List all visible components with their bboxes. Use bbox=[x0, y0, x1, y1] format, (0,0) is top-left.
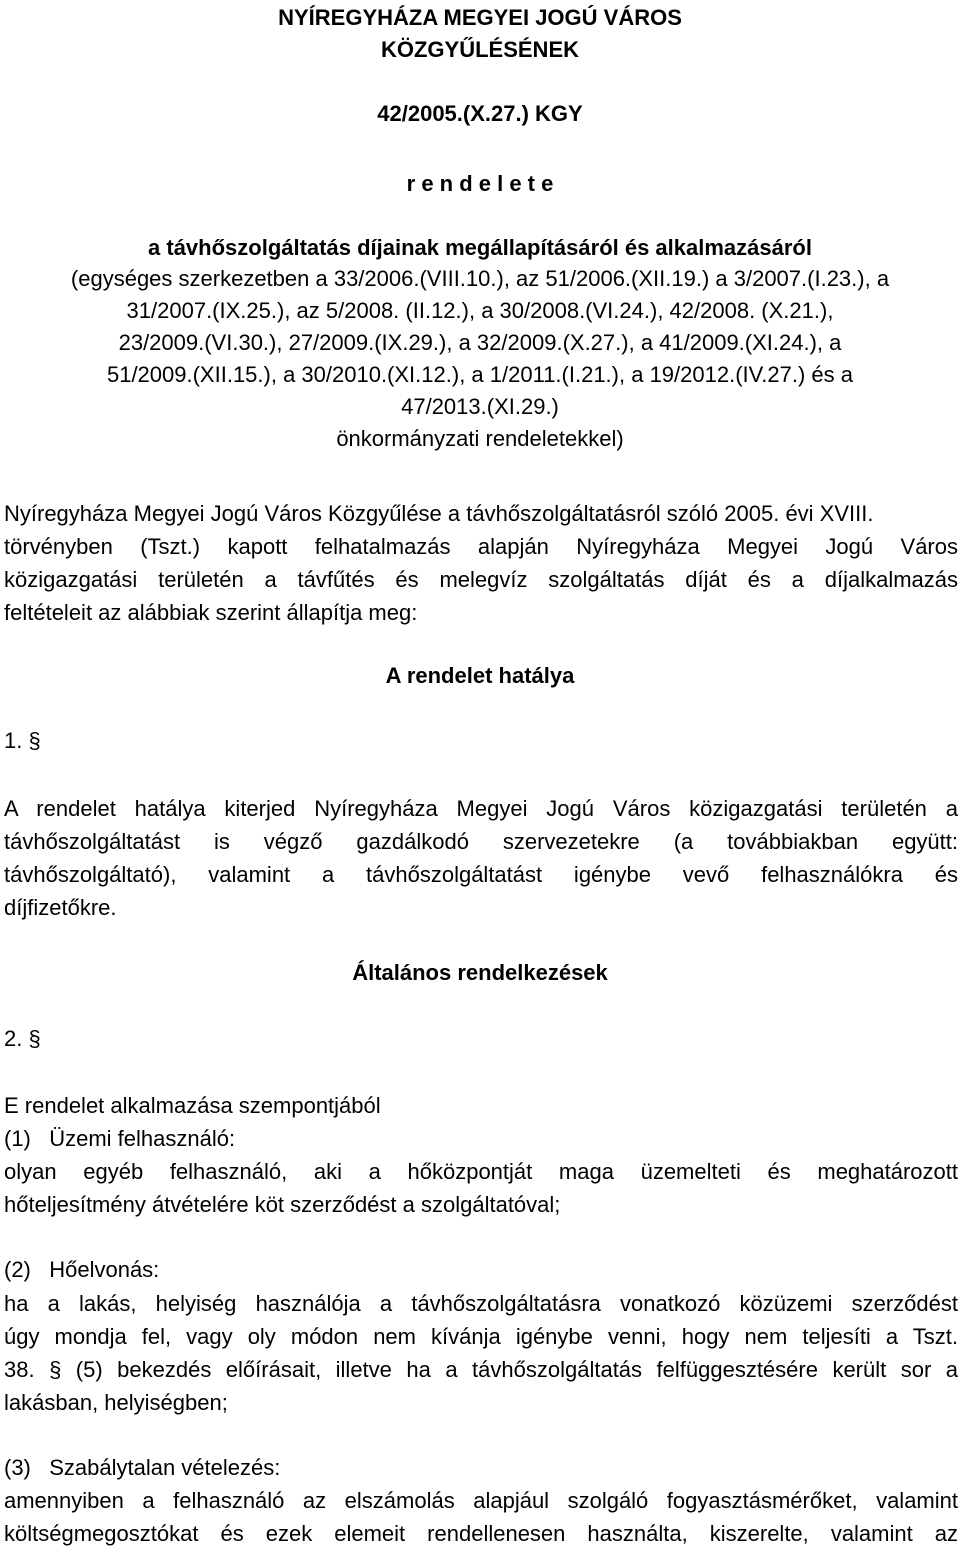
preamble-line: közigazgatási területén a távfűtés és melegvíz szolgáltatás díját és a díjalkalmazás bbox=[4, 567, 958, 592]
item-1-line: hőteljesítmény átvételére köt szerződést a szolgáltatóval; bbox=[4, 1192, 561, 1217]
item-2-line: ha a lakás, helyiség használója a távhőszolgáltatásra vonatkozó közüzemi szerződést bbox=[4, 1291, 958, 1316]
item-2-text bbox=[4, 1287, 958, 1419]
title-line-2: KÖZGYŰLÉSÉNEK bbox=[380, 37, 580, 62]
document-title bbox=[0, 2, 960, 66]
decree-subject: a távhőszolgáltatás díjainak megállapításáról és alkalmazásáról bbox=[148, 235, 812, 260]
item-1-text bbox=[4, 1155, 958, 1221]
item-3-line: amennyiben a felhasználó az elszámolás alapjául szolgáló fogyasztásmérőket, valamint bbox=[4, 1488, 958, 1513]
item-1-line: olyan egyéb felhasználó, aki a hőközpontját maga üzemelteti és meghatározott bbox=[4, 1159, 958, 1184]
amendment-line: 51/2009.(XII.15.), a 30/2010.(XI.12.), a 1/2011.(I.21.), a 19/2012.(IV.27.) és a bbox=[106, 362, 854, 387]
decree-label: r e n d e l e t e bbox=[406, 171, 554, 196]
section-2-heading: Általános rendelkezések bbox=[352, 960, 608, 985]
amendment-line: (egységes szerkezetben a 33/2006.(VIII.10.), az 51/2006.(XII.19.) a 3/2007.(I.23.), a bbox=[70, 266, 890, 291]
decree-number: 42/2005.(X.27.) KGY bbox=[377, 101, 583, 126]
item-3-text bbox=[4, 1484, 958, 1550]
amendment-line: önkormányzati rendeletekkel) bbox=[336, 426, 624, 451]
amendment-line: 31/2007.(IX.25.), az 5/2008. (II.12.), a 30/2008.(VI.24.), 42/2008. (X.21.), bbox=[126, 298, 834, 323]
item-1-label: (1) Üzemi felhasználó: bbox=[4, 1126, 236, 1151]
amendments-list bbox=[0, 263, 960, 455]
item-2-label: (2) Hőelvonás: bbox=[4, 1257, 160, 1282]
section-1-line: díjfizetőkre. bbox=[4, 895, 117, 920]
preamble-line: Nyíregyháza Megyei Jogú Város Közgyűlése a távhőszolgáltatásról szóló 2005. évi XVIII. bbox=[4, 501, 874, 526]
section-2-number: 2. § bbox=[4, 1026, 41, 1051]
amendment-line: 47/2013.(XI.29.) bbox=[401, 394, 559, 419]
item-3-line: költségmegosztókat és ezek elemeit rendellenesen használta, kiszerelte, valamint az bbox=[4, 1521, 958, 1546]
section-2-intro: E rendelet alkalmazása szempontjából bbox=[4, 1093, 381, 1118]
item-3-label: (3) Szabálytalan vételezés: bbox=[4, 1455, 281, 1480]
item-2-line: úgy mondja fel, vagy oly módon nem kívánja igénybe venni, hogy nem teljesíti a Tszt. bbox=[4, 1324, 958, 1349]
section-1-line: A rendelet hatálya kiterjed Nyíregyháza Megyei Jogú Város közigazgatási területén a bbox=[4, 796, 958, 821]
item-2-line: lakásban, helyiségben; bbox=[4, 1390, 228, 1415]
amendment-line: 23/2009.(VI.30.), 27/2009.(IX.29.), a 32/2009.(X.27.), a 41/2009.(XI.24.), a bbox=[118, 330, 842, 355]
preamble-paragraph bbox=[4, 497, 958, 629]
section-1-number: 1. § bbox=[4, 728, 41, 753]
section-1-paragraph bbox=[4, 792, 958, 924]
section-1-line: távhőszolgáltató), valamint a távhőszolgáltatást igénybe vevő felhasználókra és bbox=[4, 862, 958, 887]
item-2-line: 38. § (5) bekezdés előírásait, illetve ha a távhőszolgáltatás felfüggesztésére került sor a bbox=[4, 1357, 958, 1382]
title-line-1: NYÍREGYHÁZA MEGYEI JOGÚ VÁROS bbox=[278, 5, 682, 30]
section-1-heading: A rendelet hatálya bbox=[385, 663, 575, 688]
preamble-line: feltételeit az alábbiak szerint állapítja meg: bbox=[4, 600, 418, 625]
preamble-line: törvényben (Tszt.) kapott felhatalmazás alapján Nyíregyháza Megyei Jogú Város bbox=[4, 534, 958, 559]
section-1-line: távhőszolgáltatást is végző gazdálkodó szervezetekre (a továbbiakban együtt: bbox=[4, 829, 958, 854]
